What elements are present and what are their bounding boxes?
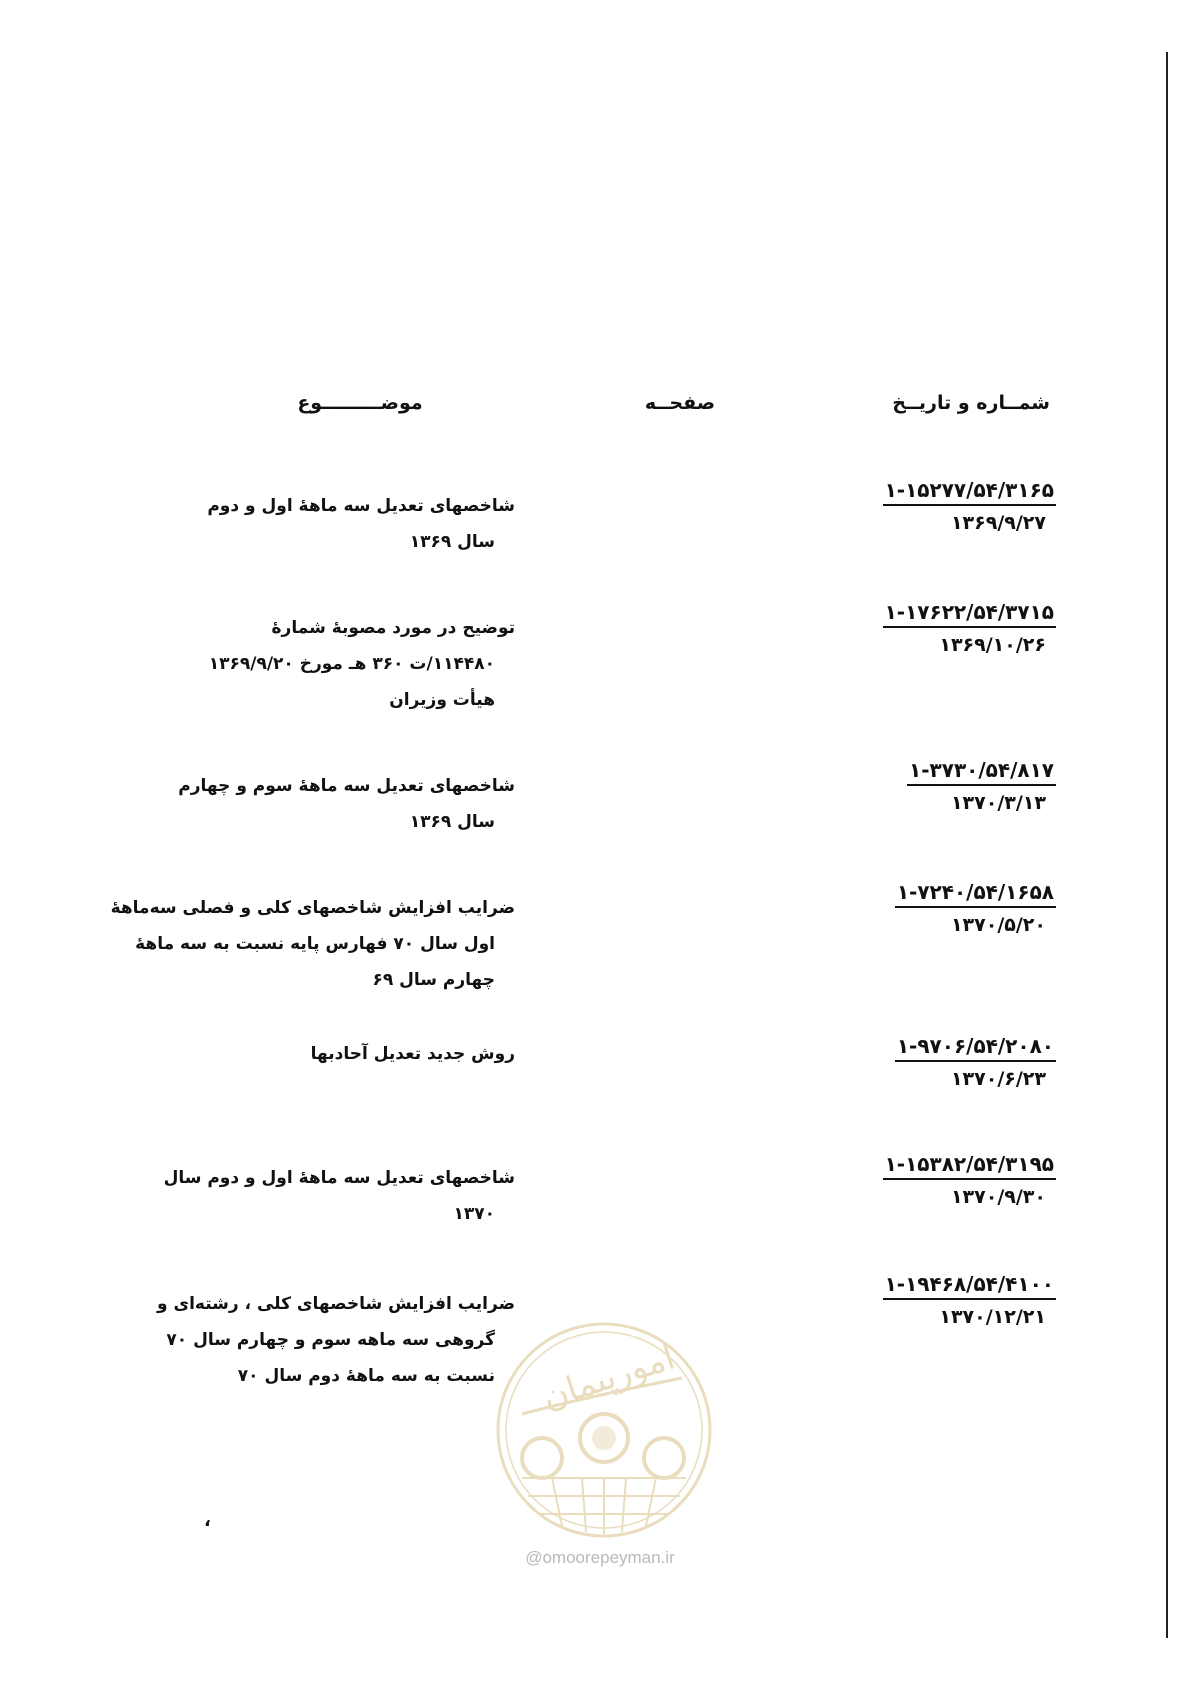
entry-subject <box>120 1286 515 1394</box>
subject-line: گروهی سه ماهه سوم و چهارم سال ۷۰ <box>166 1330 495 1350</box>
stray-mark: ، <box>204 1510 211 1531</box>
subject-line: سال ۱۳۶۹ <box>409 532 495 552</box>
entry-number-block <box>860 880 1056 936</box>
entry-number-block <box>860 478 1056 534</box>
subject-line: ۱۳۷۰ <box>453 1204 495 1224</box>
subject-line: شاخصهای تعدیل سه ماهه‌ٔ اول و دوم سال <box>163 1168 515 1188</box>
omoorepeyman-seal-logo <box>492 1318 716 1542</box>
subject-line: چهارم سال ۶۹ <box>372 970 495 990</box>
entry-number: ۱-۷۲۴۰/۵۴/۱۶۵۸ <box>895 880 1056 908</box>
header-page: صفحــه <box>644 392 716 414</box>
entry-number: ۱-۱۷۶۲۲/۵۴/۳۷۱۵ <box>883 600 1056 628</box>
entry-date: ۱۳۷۰/۶/۲۳ <box>950 1068 1046 1090</box>
entry-number-block <box>860 1272 1056 1328</box>
seal-logo-text: امورپیمان <box>537 1337 680 1418</box>
entry-number-block <box>860 1034 1056 1090</box>
entry-number: ۱-۱۵۲۷۷/۵۴/۳۱۶۵ <box>883 478 1056 506</box>
subject-line: شاخصهای تعدیل سه ماههٔ اول و دوم <box>207 496 515 516</box>
entry-subject <box>120 768 515 840</box>
entry-date: ۱۳۶۹/۹/۲۷ <box>950 512 1046 534</box>
entry-subject <box>120 1036 515 1072</box>
subject-line: توضیح در مورد مصوبه‌ٔ شماره‌ٔ <box>271 618 515 638</box>
subject-line: ۱۱۴۴۸۰/ت ۳۶۰ هـ مورخ ۱۳۶۹/۹/۲۰ <box>208 654 495 674</box>
header-subject: موضـــــــــوع <box>297 392 423 414</box>
entry-number-block <box>860 758 1056 814</box>
entry-number: ۱-۱۹۴۶۸/۵۴/۴۱۰۰ <box>883 1272 1056 1300</box>
subject-line: اول سال ۷۰ فهارس پایه نسبت به سه ماهه‌ٔ <box>135 934 495 954</box>
page-right-border <box>1166 52 1168 1638</box>
entry-date: ۱۳۷۰/۱۲/۲۱ <box>939 1306 1046 1328</box>
entry-subject <box>120 610 515 718</box>
entry-number-block <box>860 600 1056 656</box>
subject-line: سال ۱۳۶۹ <box>409 812 495 832</box>
entry-subject <box>110 890 515 998</box>
entry-date: ۱۳۶۹/۱۰/۲۶ <box>939 634 1046 656</box>
entry-subject <box>120 1160 515 1232</box>
entry-subject <box>120 488 515 560</box>
entry-date: ۱۳۷۰/۵/۲۰ <box>950 914 1046 936</box>
watermark-text: @omoorepeyman.ir <box>525 1548 675 1567</box>
header-number-and-date: شمــاره و تاریــخ <box>892 392 1050 414</box>
entry-number: ۱-۳۷۳۰/۵۴/۸۱۷ <box>907 758 1056 786</box>
entry-number: ۱-۱۵۳۸۲/۵۴/۳۱۹۵ <box>883 1152 1056 1180</box>
entry-number: ۱-۹۷۰۶/۵۴/۲۰۸۰ <box>895 1034 1056 1062</box>
entry-number-block <box>860 1152 1056 1208</box>
subject-line: روش جدید تعدیل آحادبها <box>310 1044 515 1064</box>
entry-date: ۱۳۷۰/۳/۱۳ <box>950 792 1046 814</box>
subject-line: ضرایب افزایش شاخصهای کلی و فصلی سه‌ماهه‌ٔ <box>110 898 515 918</box>
entry-date: ۱۳۷۰/۹/۳۰ <box>950 1186 1046 1208</box>
subject-line: هیأت وزیران <box>389 690 495 710</box>
subject-line: نسبت به سه ماهه‌ٔ دوم سال ۷۰ <box>237 1366 495 1386</box>
subject-line: ضرایب افزایش شاخصهای کلی ، رشته‌ای و <box>157 1294 515 1314</box>
subject-line: شاخصهای تعدیل سه ماههٔ سوم و چهارم <box>178 776 515 796</box>
